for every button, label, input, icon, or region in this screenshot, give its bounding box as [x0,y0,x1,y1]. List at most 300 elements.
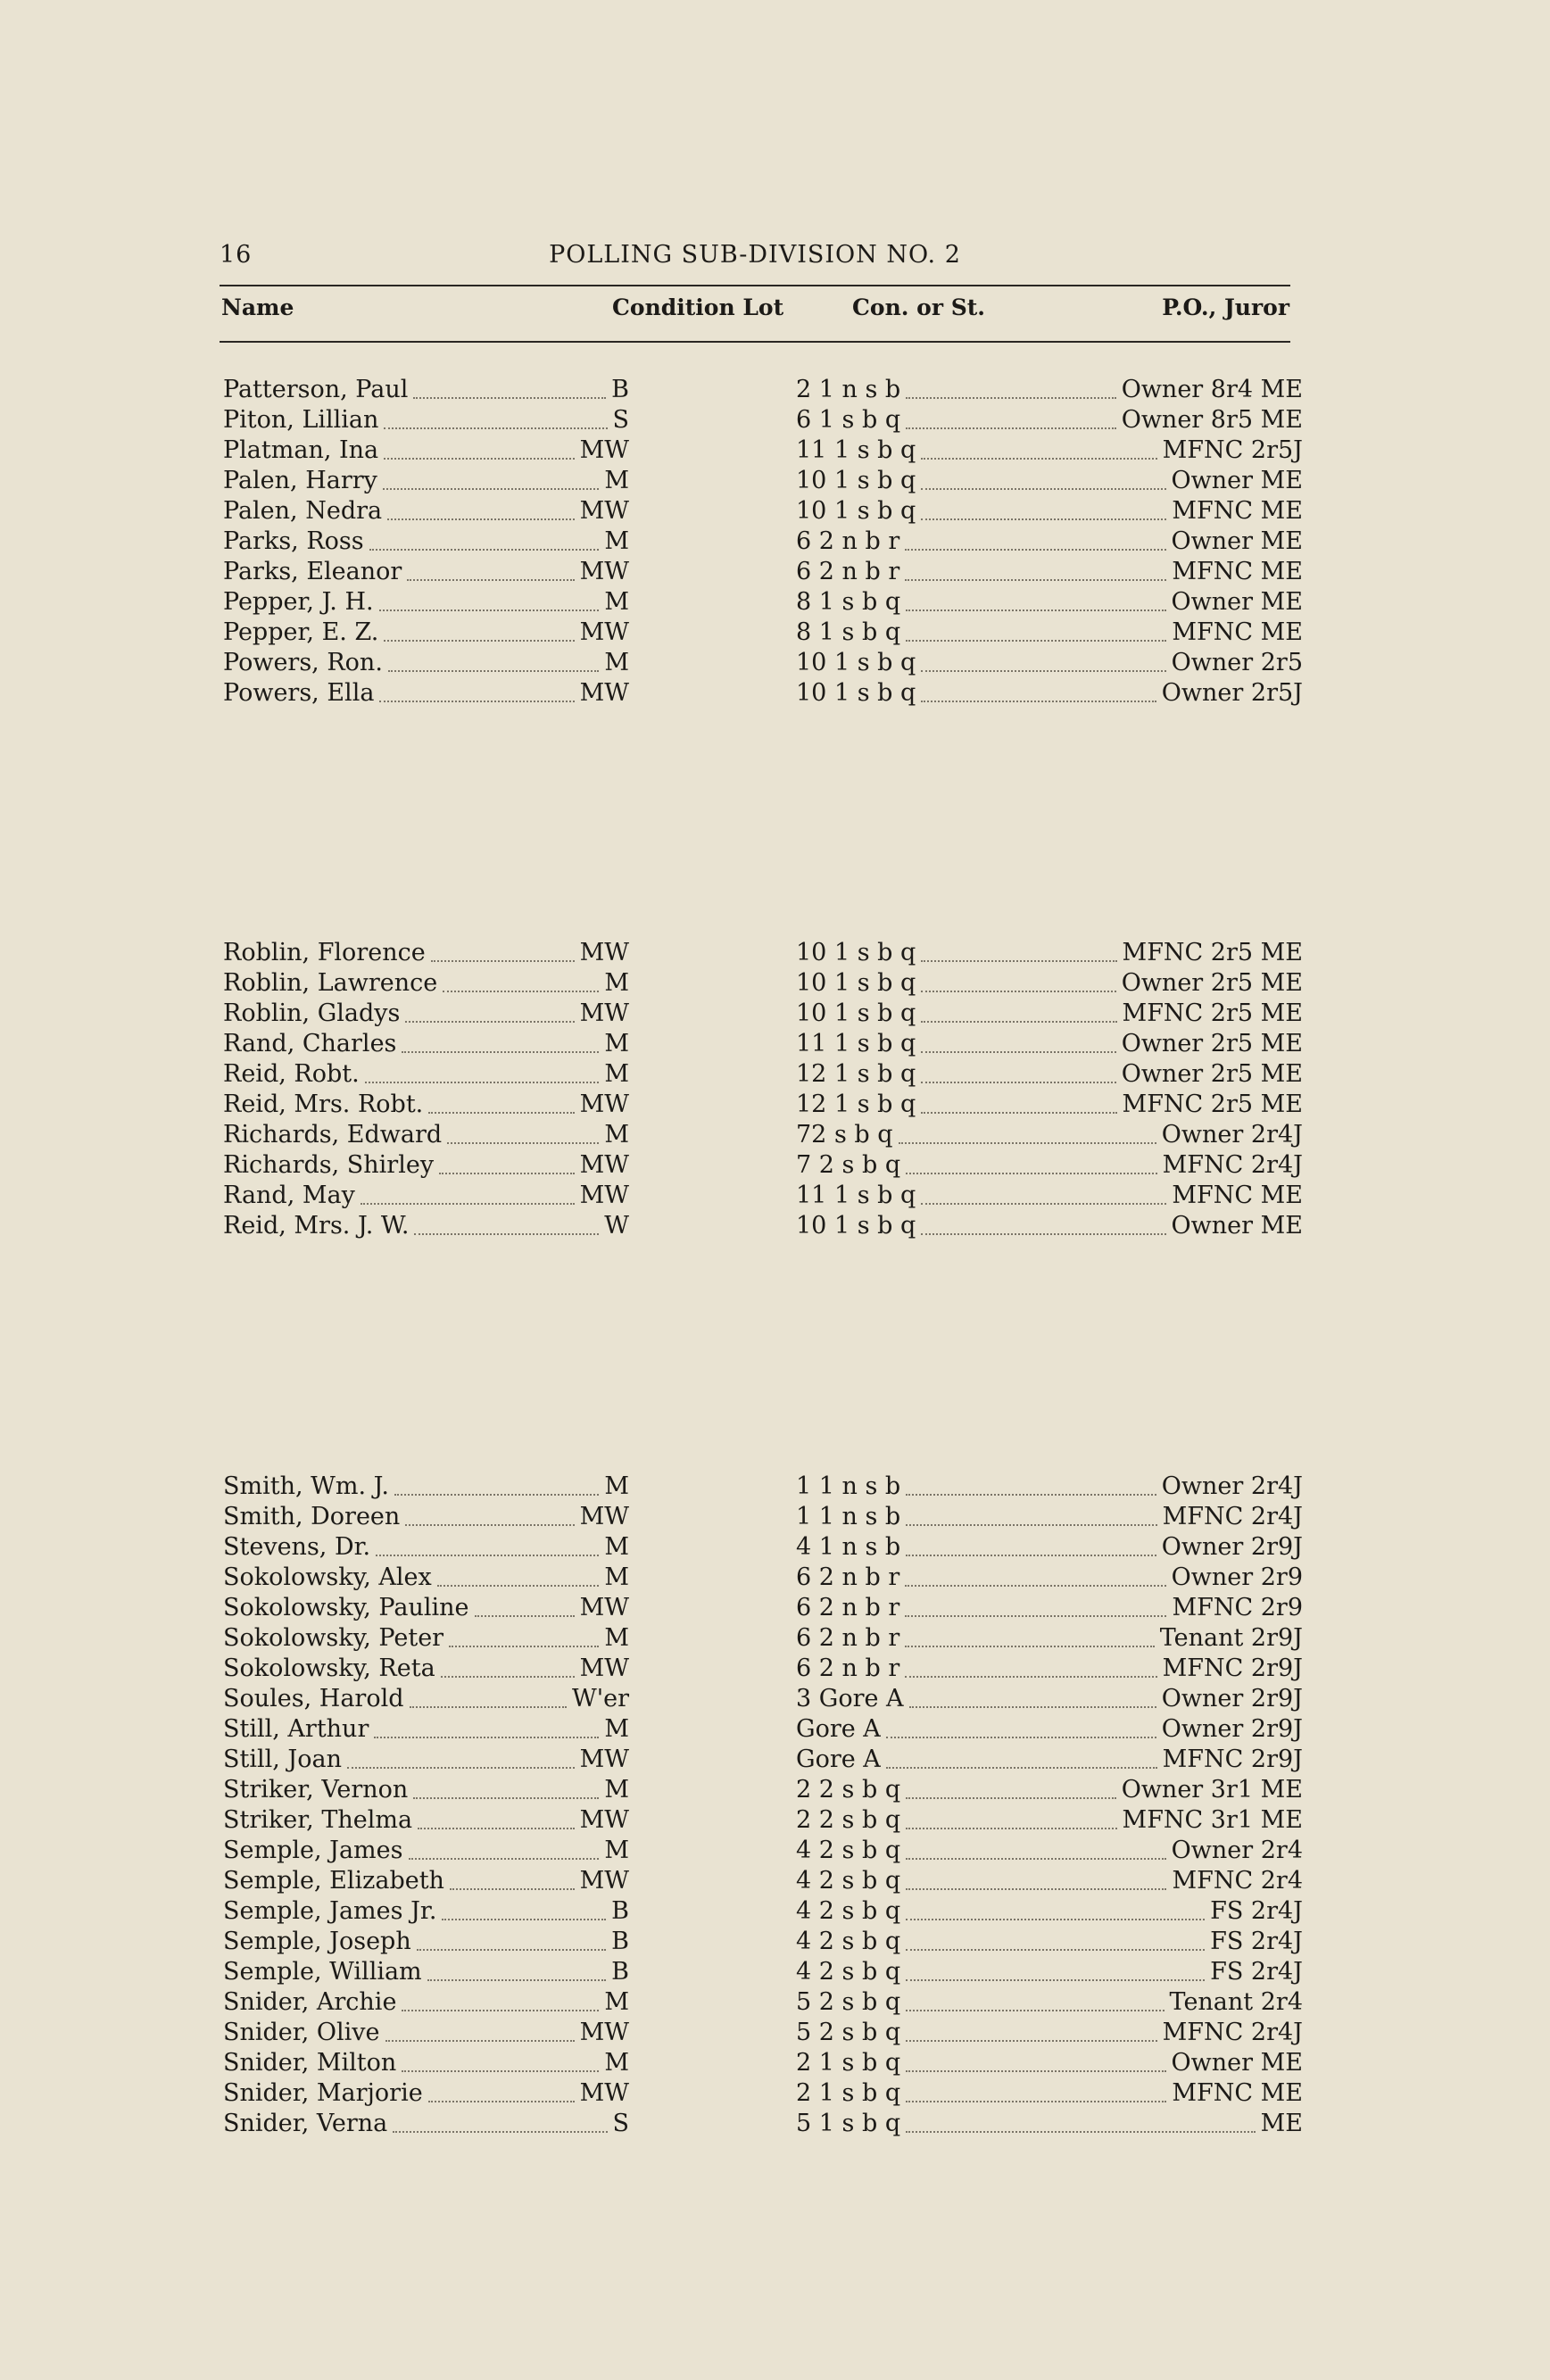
dot-leader [437,1585,600,1587]
voter-condition: MW [579,2019,629,2046]
voter-lot-concession: 4 2 s b q [796,1867,901,1895]
voter-lot-concession: 11 1 s b q [796,1030,916,1057]
dot-leader [906,1888,1166,1890]
voter-name: Snider, Marjorie [223,2079,423,2107]
table-row [223,588,1303,618]
dot-leader [441,1676,575,1678]
dot-leader [886,1767,1157,1769]
voter-name: Parks, Eleanor [223,558,402,585]
header-rule-top [220,285,1290,286]
voter-condition: M [604,1472,629,1500]
voter-name: Snider, Archie [223,1988,397,2016]
dot-leader [886,1737,1156,1738]
voter-lot-concession: 1 1 n s b [796,1472,901,1500]
table-row [223,1867,1303,1897]
voter-name: Pepper, J. H. [223,588,374,616]
dot-leader [407,579,574,581]
voter-po-juror: Owner ME [1171,527,1303,555]
voter-section-r [223,939,1303,1242]
voter-condition: MW [579,999,629,1027]
voter-lot-concession: 6 2 n b r [796,1594,900,1621]
table-row [223,1182,1303,1212]
voter-name: Still, Joan [223,1746,342,1773]
table-row [223,1060,1303,1090]
voter-lot-concession: 10 1 s b q [796,969,916,997]
dot-leader [450,1888,575,1890]
voter-name: Smith, Wm. J. [223,1472,389,1500]
voter-po-juror: Owner 2r5 ME [1121,1060,1303,1088]
dot-leader [443,991,599,992]
voter-lot-concession: 6 1 s b q [796,406,901,434]
voter-po-juror: Tenant 2r9J [1159,1624,1303,1652]
voter-name: Snider, Olive [223,2019,380,2046]
voter-lot-concession: 6 2 n b r [796,1563,900,1591]
dot-leader [906,397,1115,399]
voter-condition: M [604,1030,629,1057]
voter-lot-concession: 10 1 s b q [796,679,916,707]
voter-po-juror: Owner 2r9 [1171,1563,1303,1591]
table-row [223,969,1303,999]
table-row [223,1533,1303,1563]
table-row [223,376,1303,406]
voter-po-juror: Owner 2r9J [1161,1685,1303,1712]
voter-po-juror: MFNC 2r4J [1162,1503,1303,1530]
voter-lot-concession: 4 2 s b q [796,1958,901,1986]
dot-leader [906,1555,1156,1556]
dot-leader [905,1646,1154,1647]
voter-lot-concession: 6 2 n b r [796,527,900,555]
dot-leader [405,1021,574,1023]
table-row [223,2079,1303,2110]
voter-condition: MW [579,618,629,646]
voter-po-juror: Owner 2r9J [1161,1533,1303,1561]
dot-leader [921,518,1166,520]
voter-name: Richards, Shirley [223,1151,435,1179]
table-row [223,1988,1303,2019]
dot-leader [906,610,1165,611]
voter-po-juror: Owner 8r4 ME [1121,376,1303,403]
voter-name: Striker, Thelma [223,1806,413,1834]
voter-lot-concession: 10 1 s b q [796,1212,916,1240]
voter-lot-concession: 11 1 s b q [796,1182,916,1209]
voter-po-juror: MFNC 2r5J [1162,436,1303,464]
table-row [223,2110,1303,2140]
voter-name: Semple, James Jr. [223,1897,437,1925]
dot-leader [376,1555,599,1556]
table-row [223,1121,1303,1151]
table-row [223,649,1303,679]
voter-name: Stevens, Dr. [223,1533,371,1561]
dot-leader [921,1203,1166,1205]
table-row [223,436,1303,467]
voter-condition: B [611,376,629,403]
voter-condition: MW [579,2079,629,2107]
voter-name: Semple, William [223,1958,422,1986]
voter-po-juror: Owner ME [1171,588,1303,616]
dot-leader [405,1524,574,1526]
voter-condition: B [611,1928,629,1955]
dot-leader [385,2040,575,2042]
voter-name: Powers, Ron. [223,649,383,676]
dot-leader [365,1082,600,1083]
table-row [223,1594,1303,1624]
table-row [223,1897,1303,1928]
voter-po-juror: Owner ME [1171,2049,1303,2077]
dot-leader [387,518,574,520]
dot-leader [379,610,600,611]
voter-lot-concession: 6 2 n b r [796,1654,900,1682]
voter-po-juror: FS 2r4J [1210,1928,1303,1955]
table-row [223,1746,1303,1776]
page-header [220,241,1290,273]
voter-lot-concession: 2 2 s b q [796,1806,901,1834]
voter-po-juror: MFNC 2r9 [1172,1594,1303,1621]
dot-leader [921,1233,1165,1235]
voter-condition: MW [579,679,629,707]
voter-name: Palen, Harry [223,467,377,494]
voter-lot-concession: 5 1 s b q [796,2110,901,2137]
voter-condition: M [604,527,629,555]
voter-po-juror: Owner 2r4J [1161,1121,1303,1149]
table-row [223,1212,1303,1242]
dot-leader [906,2070,1165,2072]
dot-leader [906,640,1166,642]
dot-leader [905,1676,1156,1678]
dot-leader [379,701,574,702]
voter-lot-concession: 2 1 s b q [796,2079,901,2107]
voter-condition: MW [579,1594,629,1621]
voter-po-juror: MFNC 2r9J [1162,1746,1303,1773]
voter-lot-concession: Gore A [796,1715,881,1743]
dot-leader [439,1173,575,1174]
dot-leader [402,1051,599,1053]
header-rule-bottom [220,341,1290,343]
voter-po-juror: Owner ME [1171,467,1303,494]
table-row [223,558,1303,588]
voter-condition: B [611,1958,629,1986]
dot-leader [906,1949,1205,1951]
voter-po-juror: MFNC 2r5 ME [1122,999,1303,1027]
dot-leader [369,549,600,551]
dot-leader [410,1706,567,1708]
table-row [223,999,1303,1030]
voter-po-juror: Tenant 2r4 [1169,1988,1303,2016]
voter-lot-concession: 10 1 s b q [796,649,916,676]
dot-leader [906,1524,1156,1526]
voter-po-juror: MFNC 2r4J [1162,2019,1303,2046]
voter-lot-concession: 8 1 s b q [796,588,901,616]
voter-condition: MW [579,1746,629,1773]
table-row [223,1624,1303,1654]
column-header-condition-lot: Condition Lot [612,294,784,320]
table-row [223,1503,1303,1533]
voter-name: Powers, Ella [223,679,375,707]
voter-condition: MW [579,1151,629,1179]
voter-name: Semple, James [223,1837,403,1864]
column-header-po-juror: P.O., Juror [1162,294,1289,320]
voter-po-juror: FS 2r4J [1210,1897,1303,1925]
table-row [223,1090,1303,1121]
voter-po-juror: MFNC 2r5 ME [1122,939,1303,966]
dot-leader [414,1233,599,1235]
table-row [223,1928,1303,1958]
voter-section-p [223,376,1303,709]
table-row [223,467,1303,497]
voter-po-juror: Owner 2r4 [1171,1837,1303,1864]
voter-lot-concession: 10 1 s b q [796,939,916,966]
voter-condition: M [604,1121,629,1149]
voter-condition: MW [579,1503,629,1530]
voter-lot-concession: 5 2 s b q [796,1988,901,2016]
dot-leader [417,1949,606,1951]
dot-leader [428,1112,574,1114]
voter-name: Smith, Doreen [223,1503,401,1530]
voter-condition: MW [579,497,629,525]
table-row [223,1472,1303,1503]
dot-leader [921,670,1165,672]
table-row [223,1958,1303,1988]
dot-leader [384,427,607,429]
dot-leader [906,1828,1116,1829]
voter-lot-concession: 2 1 n s b [796,376,901,403]
voter-name: Sokolowsky, Peter [223,1624,444,1652]
dot-leader [921,991,1115,992]
voter-name: Roblin, Gladys [223,999,401,1027]
voter-condition: S [612,2110,629,2137]
table-row [223,406,1303,436]
voter-name: Sokolowsky, Alex [223,1563,432,1591]
voter-name: Patterson, Paul [223,376,409,403]
voter-name: Platman, Ina [223,436,379,464]
dot-leader [388,670,599,672]
voter-condition: M [604,1776,629,1804]
voter-lot-concession: 12 1 s b q [796,1090,916,1118]
voter-po-juror: MFNC ME [1172,558,1303,585]
table-row [223,939,1303,969]
dot-leader [447,1142,599,1144]
dot-leader [402,2070,599,2072]
dot-leader [431,960,575,962]
dot-leader [906,1979,1205,1981]
voter-po-juror: FS 2r4J [1210,1958,1303,1986]
dot-leader [921,488,1165,490]
dot-leader [905,579,1166,581]
voter-po-juror: Owner 2r5 ME [1121,969,1303,997]
dot-leader [906,1858,1166,1860]
voter-condition: MW [579,939,629,966]
dot-leader [906,427,1116,429]
table-row [223,1030,1303,1060]
column-header-con-st: Con. or St. [852,294,986,320]
voter-name: Piton, Lillian [223,406,379,434]
voter-condition: M [604,1715,629,1743]
dot-leader [909,1706,1156,1708]
voter-lot-concession: 4 2 s b q [796,1928,901,1955]
voter-lot-concession: 4 1 n s b [796,1533,901,1561]
voter-po-juror: Owner 8r5 ME [1121,406,1303,434]
voter-lot-concession: 2 2 s b q [796,1776,901,1804]
dot-leader [374,1737,599,1738]
voter-condition: M [604,1837,629,1864]
voter-lot-concession: 5 2 s b q [796,2019,901,2046]
voter-lot-concession: 8 1 s b q [796,618,901,646]
table-row [223,1685,1303,1715]
dot-leader [921,701,1156,702]
voter-po-juror: MFNC 2r9J [1162,1654,1303,1682]
voter-po-juror: Owner 2r9J [1161,1715,1303,1743]
voter-condition: MW [579,558,629,585]
dot-leader [442,1919,606,1920]
voter-po-juror: Owner ME [1171,1212,1303,1240]
voter-po-juror: Owner 2r5J [1161,679,1303,707]
dot-leader [921,1082,1115,1083]
voter-lot-concession: 7 2 s b q [796,1151,901,1179]
voter-lot-concession: 10 1 s b q [796,497,916,525]
voter-po-juror: MFNC 2r5 ME [1122,1090,1303,1118]
dot-leader [906,1173,1157,1174]
voter-name: Roblin, Lawrence [223,969,438,997]
voter-condition: W [604,1212,629,1240]
voter-condition: M [604,1060,629,1088]
voter-condition: B [611,1897,629,1925]
voter-condition: W'er [571,1685,629,1712]
dot-leader [383,488,599,490]
voter-po-juror: MFNC ME [1172,497,1303,525]
voter-lot-concession: 3 Gore A [796,1685,904,1712]
dot-leader [394,1494,599,1496]
table-row [223,1837,1303,1867]
dot-leader [905,1585,1165,1587]
table-row [223,618,1303,649]
voter-name: Palen, Nedra [223,497,383,525]
voter-po-juror: Owner 2r5 [1171,649,1303,676]
dot-leader [475,1615,575,1617]
dot-leader [906,2101,1166,2102]
dot-leader [428,2101,575,2102]
table-row [223,1806,1303,1837]
dot-leader [921,960,1116,962]
table-row [223,1776,1303,1806]
dot-leader [905,549,1165,551]
voter-name: Roblin, Florence [223,939,426,966]
voter-po-juror: MFNC 2r4 [1172,1867,1303,1895]
table-row [223,1563,1303,1594]
dot-leader [921,458,1156,460]
voter-name: Snider, Milton [223,2049,397,2077]
voter-lot-concession: 2 1 s b q [796,2049,901,2077]
column-header-name: Name [221,294,294,320]
dot-leader [449,1646,599,1647]
page-title: POLLING SUB-DIVISION NO. 2 [549,241,961,269]
voter-lot-concession: 4 2 s b q [796,1897,901,1925]
table-row [223,497,1303,527]
voter-lot-concession: 10 1 s b q [796,467,916,494]
voter-condition: MW [579,1867,629,1895]
voter-condition: M [604,1563,629,1591]
voter-name: Striker, Vernon [223,1776,409,1804]
voter-lot-concession: 11 1 s b q [796,436,916,464]
voter-po-juror: ME [1260,2110,1303,2137]
voter-po-juror: MFNC 3r1 ME [1122,1806,1303,1834]
dot-leader [384,458,574,460]
table-row [223,1715,1303,1746]
voter-name: Semple, Joseph [223,1928,411,1955]
voter-po-juror: Owner 2r5 ME [1121,1030,1303,1057]
voter-po-juror: MFNC ME [1172,2079,1303,2107]
voter-po-juror: MFNC ME [1172,1182,1303,1209]
voter-po-juror: Owner 2r4J [1161,1472,1303,1500]
dot-leader [413,1797,599,1799]
voter-condition: MW [579,1654,629,1682]
dot-leader [347,1767,575,1769]
dot-leader [427,1979,606,1981]
voter-condition: M [604,1624,629,1652]
table-row [223,2049,1303,2079]
voter-name: Snider, Verna [223,2110,388,2137]
voter-name: Soules, Harold [223,1685,404,1712]
dot-leader [921,1021,1116,1023]
voter-name: Reid, Mrs. J. W. [223,1212,410,1240]
dot-leader [402,2010,599,2011]
voter-lot-concession: 72 s b q [796,1121,893,1149]
table-row [223,2019,1303,2049]
voter-name: Semple, Elizabeth [223,1867,444,1895]
dot-leader [418,1828,575,1829]
dot-leader [906,1797,1116,1799]
dot-leader [413,397,606,399]
voter-name: Sokolowsky, Pauline [223,1594,469,1621]
voter-condition: M [604,2049,629,2077]
voter-lot-concession: 6 2 n b r [796,558,900,585]
dot-leader [906,1494,1156,1496]
voter-condition: M [604,969,629,997]
dot-leader [906,1919,1205,1920]
dot-leader [906,2010,1164,2011]
voter-name: Reid, Robt. [223,1060,360,1088]
dot-leader [899,1142,1156,1144]
voter-condition: MW [579,436,629,464]
voter-condition: MW [579,1090,629,1118]
voter-lot-concession: Gore A [796,1746,881,1773]
dot-leader [906,2131,1256,2133]
dot-leader [393,2131,607,2133]
dot-leader [409,1858,600,1860]
table-row [223,1654,1303,1685]
table-row [223,1151,1303,1182]
voter-name: Rand, May [223,1182,355,1209]
voter-name: Richards, Edward [223,1121,443,1149]
voter-name: Pepper, E. Z. [223,618,379,646]
dot-leader [921,1051,1115,1053]
voter-name: Sokolowsky, Reta [223,1654,435,1682]
voter-condition: MW [579,1182,629,1209]
voter-lot-concession: 4 2 s b q [796,1837,901,1864]
voter-po-juror: MFNC 2r4J [1162,1151,1303,1179]
voter-section-s [223,1472,1303,2140]
voter-condition: S [612,406,629,434]
voter-name: Still, Arthur [223,1715,369,1743]
voter-lot-concession: 6 2 n b r [796,1624,900,1652]
table-row [223,679,1303,709]
dot-leader [906,2040,1157,2042]
voter-condition: M [604,467,629,494]
voter-lot-concession: 12 1 s b q [796,1060,916,1088]
voter-lot-concession: 1 1 n s b [796,1503,901,1530]
voter-condition: M [604,1988,629,2016]
dot-leader [384,640,574,642]
voter-po-juror: Owner 3r1 ME [1121,1776,1303,1804]
voter-condition: MW [579,1806,629,1834]
